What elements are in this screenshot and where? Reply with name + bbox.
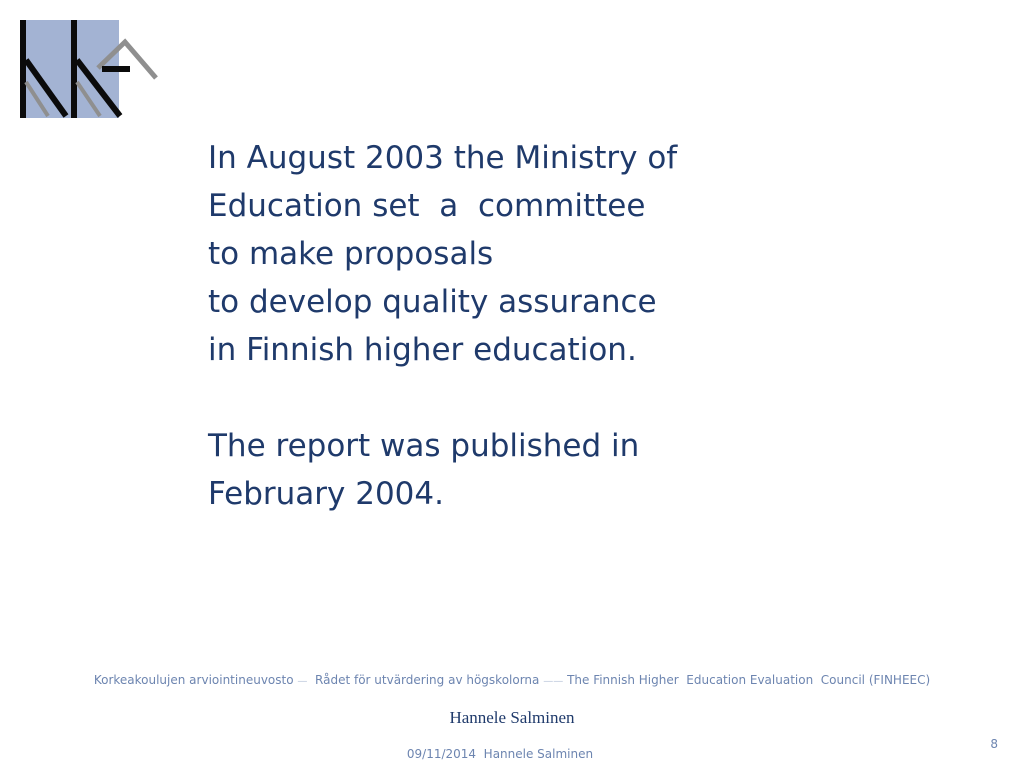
body-line: in Finnish higher education. bbox=[208, 332, 637, 368]
body-text bbox=[208, 134, 768, 518]
logo-stroke bbox=[102, 66, 130, 72]
body-line: Education set a committee bbox=[208, 188, 646, 224]
paragraph-gap bbox=[208, 374, 768, 422]
council-finnish: Korkeakoulujen arviointineuvosto bbox=[93, 673, 294, 687]
body-line: to develop quality assurance bbox=[208, 284, 657, 320]
footer-separator: — bbox=[297, 676, 308, 687]
kka-logo-icon bbox=[20, 20, 160, 120]
logo-stroke bbox=[20, 20, 26, 118]
footer-date-author: 09/11/2014 Hannele Salminen bbox=[406, 747, 594, 761]
body-line: In August 2003 the Ministry of bbox=[208, 140, 678, 176]
body-line: to make proposals bbox=[208, 236, 494, 272]
footer-separator: —— bbox=[543, 676, 564, 687]
page-number: 8 bbox=[990, 737, 998, 751]
footer-author: Hannele Salminen bbox=[449, 708, 575, 727]
logo-stroke bbox=[71, 20, 77, 118]
body-line: February 2004. bbox=[208, 476, 444, 512]
council-english: The Finnish Higher Education Evaluation Council (FINHEEC) bbox=[567, 673, 931, 687]
footer-council bbox=[0, 672, 1024, 690]
council-swedish: Rådet för utvärdering av högskolorna bbox=[315, 673, 540, 687]
body-line: The report was published in bbox=[208, 428, 640, 464]
